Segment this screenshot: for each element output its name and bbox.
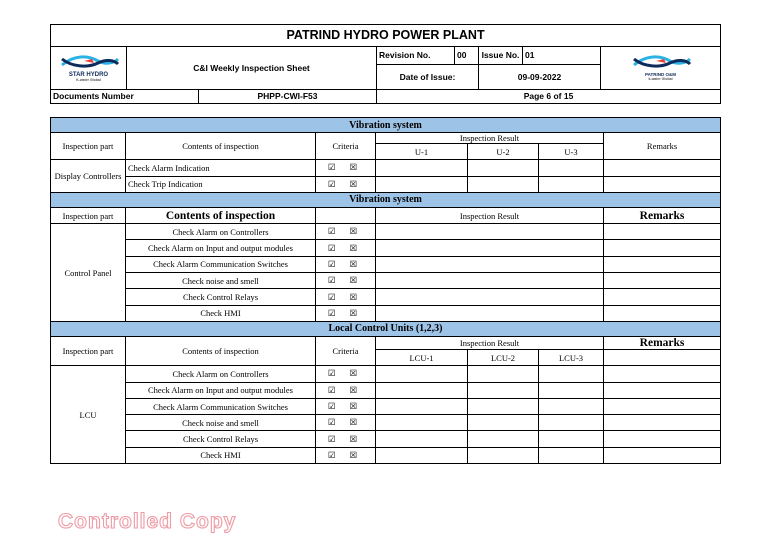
result-cell-u3[interactable] [539, 160, 604, 176]
result-cell-u2[interactable] [468, 176, 539, 192]
col-header-contents: Contents of inspection [126, 133, 316, 160]
result-cell-lcu3[interactable] [539, 415, 604, 431]
unit-header-u3: U-3 [539, 144, 604, 160]
result-cell[interactable] [376, 256, 604, 272]
remarks-cell[interactable] [604, 240, 721, 256]
remarks-header-spacer [604, 349, 721, 365]
inspection-item: Check Alarm on Controllers [126, 224, 316, 240]
unit-header-lcu3: LCU-3 [539, 349, 604, 365]
inspection-part-display-controllers: Display Controllers [51, 160, 126, 193]
document-title: PATRIND HYDRO POWER PLANT [51, 25, 721, 47]
inspection-item: Check Alarm Indication [126, 160, 316, 176]
result-cell-lcu1[interactable] [376, 447, 468, 463]
remarks-cell[interactable] [604, 447, 721, 463]
result-cell-lcu2[interactable] [468, 447, 539, 463]
star-hydro-logo-icon [58, 54, 120, 70]
result-cell[interactable] [376, 289, 604, 305]
remarks-cell[interactable] [604, 366, 721, 382]
patrind-om-logo-icon [630, 54, 692, 70]
remarks-cell[interactable] [604, 160, 721, 176]
result-cell-lcu2[interactable] [468, 431, 539, 447]
criteria-checkboxes[interactable]: ☑ ☒ [316, 366, 376, 382]
inspection-part-control-panel: Control Panel [51, 224, 126, 322]
issue-value: 01 [523, 46, 601, 64]
result-cell-u2[interactable] [468, 160, 539, 176]
result-cell-lcu3[interactable] [539, 366, 604, 382]
unit-header-u1: U-1 [376, 144, 468, 160]
criteria-checkboxes[interactable]: ☑ ☒ [316, 256, 376, 272]
result-cell-lcu2[interactable] [468, 415, 539, 431]
remarks-cell[interactable] [604, 176, 721, 192]
col-header-inspection-result: Inspection Result [376, 207, 604, 223]
unit-header-lcu1: LCU-1 [376, 349, 468, 365]
col-header-remarks: Remarks [604, 336, 721, 349]
remarks-cell[interactable] [604, 305, 721, 321]
section-title-vibration-1: Vibration system [51, 118, 721, 133]
inspection-item: Check noise and smell [126, 273, 316, 289]
criteria-checkboxes[interactable]: ☑ ☒ [316, 273, 376, 289]
date-of-issue-label: Date of Issue: [377, 64, 479, 89]
inspection-item: Check HMI [126, 447, 316, 463]
result-cell[interactable] [376, 240, 604, 256]
criteria-checkboxes[interactable]: ☑ ☒ [316, 305, 376, 321]
inspection-item: Check Alarm Communication Switches [126, 256, 316, 272]
inspection-table [50, 117, 721, 464]
documents-number-value: PHPP-CWI-F53 [199, 89, 377, 103]
patrind-om-logo-subtext: k-water Global [648, 77, 673, 82]
issue-label: Issue No. [479, 46, 523, 64]
sheet-title: C&I Weekly Inspection Sheet [127, 46, 377, 89]
inspection-item: Check Alarm on Input and output modules [126, 240, 316, 256]
star-hydro-logo-subtext: K-water Global [76, 77, 101, 82]
page-number: Page 6 of 15 [377, 89, 721, 103]
result-cell-lcu3[interactable] [539, 447, 604, 463]
result-cell-u3[interactable] [539, 176, 604, 192]
result-cell-lcu1[interactable] [376, 431, 468, 447]
section-title-vibration-2: Vibration system [51, 192, 721, 207]
result-cell[interactable] [376, 224, 604, 240]
documents-number-label: Documents Number [51, 89, 199, 103]
remarks-cell[interactable] [604, 224, 721, 240]
remarks-cell[interactable] [604, 415, 721, 431]
patrind-om-logo [601, 46, 721, 89]
star-hydro-logo [51, 46, 127, 89]
unit-header-lcu2: LCU-2 [468, 349, 539, 365]
criteria-checkboxes[interactable]: ☑ ☒ [316, 415, 376, 431]
col-header-contents: Contents of inspection [126, 207, 316, 223]
criteria-checkboxes[interactable]: ☑ ☒ [316, 240, 376, 256]
result-cell[interactable] [376, 305, 604, 321]
result-cell-lcu2[interactable] [468, 398, 539, 414]
date-of-issue-value: 09-09-2022 [479, 64, 601, 89]
col-header-criteria: Criteria [316, 133, 376, 160]
col-header-inspection-result: Inspection Result [376, 133, 604, 144]
result-cell-lcu3[interactable] [539, 382, 604, 398]
criteria-checkboxes[interactable]: ☑ ☒ [316, 382, 376, 398]
star-hydro-logo-text: STAR HYDRO [68, 71, 109, 78]
result-cell-lcu2[interactable] [468, 382, 539, 398]
col-header-remarks: Remarks [604, 207, 721, 223]
col-header-remarks: Remarks [604, 133, 721, 160]
col-header-inspection-result: Inspection Result [376, 336, 604, 349]
remarks-cell[interactable] [604, 398, 721, 414]
controlled-copy-stamp: Controlled Copy [58, 510, 237, 533]
criteria-checkboxes[interactable]: ☑ ☒ [316, 289, 376, 305]
col-header-inspection-part: Inspection part [51, 336, 126, 365]
unit-header-u2: U-2 [468, 144, 539, 160]
inspection-item: Check Control Relays [126, 289, 316, 305]
col-header-criteria-empty [316, 207, 376, 223]
section-title-local-control-units: Local Control Units (1,2,3) [51, 321, 721, 336]
document-header [50, 24, 721, 104]
inspection-item: Check HMI [126, 305, 316, 321]
inspection-part-lcu: LCU [51, 366, 126, 464]
result-cell-u1[interactable] [376, 176, 468, 192]
result-cell-lcu1[interactable] [376, 366, 468, 382]
result-cell-lcu3[interactable] [539, 398, 604, 414]
patrind-om-logo-text: PATRIND O&M [644, 72, 677, 78]
criteria-checkboxes[interactable]: ☑ ☒ [316, 398, 376, 414]
col-header-criteria: Criteria [316, 336, 376, 365]
remarks-cell[interactable] [604, 382, 721, 398]
remarks-cell[interactable] [604, 289, 721, 305]
criteria-checkboxes[interactable]: ☑ ☒ [316, 447, 376, 463]
criteria-checkboxes[interactable]: ☑ ☒ [316, 176, 376, 192]
inspection-item: Check Trip Indication [126, 176, 316, 192]
result-cell[interactable] [376, 273, 604, 289]
result-cell-lcu2[interactable] [468, 366, 539, 382]
inspection-item: Check Alarm on Controllers [126, 366, 316, 382]
inspection-item: Check noise and smell [126, 415, 316, 431]
revision-label: Revision No. [377, 46, 455, 64]
result-cell-lcu1[interactable] [376, 382, 468, 398]
remarks-cell[interactable] [604, 273, 721, 289]
result-cell-lcu1[interactable] [376, 415, 468, 431]
remarks-cell[interactable] [604, 431, 721, 447]
result-cell-lcu3[interactable] [539, 431, 604, 447]
criteria-checkboxes[interactable]: ☑ ☒ [316, 224, 376, 240]
criteria-checkboxes[interactable]: ☑ ☒ [316, 160, 376, 176]
result-cell-lcu1[interactable] [376, 398, 468, 414]
inspection-item: Check Control Relays [126, 431, 316, 447]
revision-value: 00 [455, 46, 479, 64]
col-header-inspection-part: Inspection part [51, 133, 126, 160]
inspection-item: Check Alarm Communication Switches [126, 398, 316, 414]
col-header-inspection-part: Inspection part [51, 207, 126, 223]
col-header-contents: Contents of inspection [126, 336, 316, 365]
criteria-checkboxes[interactable]: ☑ ☒ [316, 431, 376, 447]
inspection-item: Check Alarm on Input and output modules [126, 382, 316, 398]
result-cell-u1[interactable] [376, 160, 468, 176]
remarks-cell[interactable] [604, 256, 721, 272]
